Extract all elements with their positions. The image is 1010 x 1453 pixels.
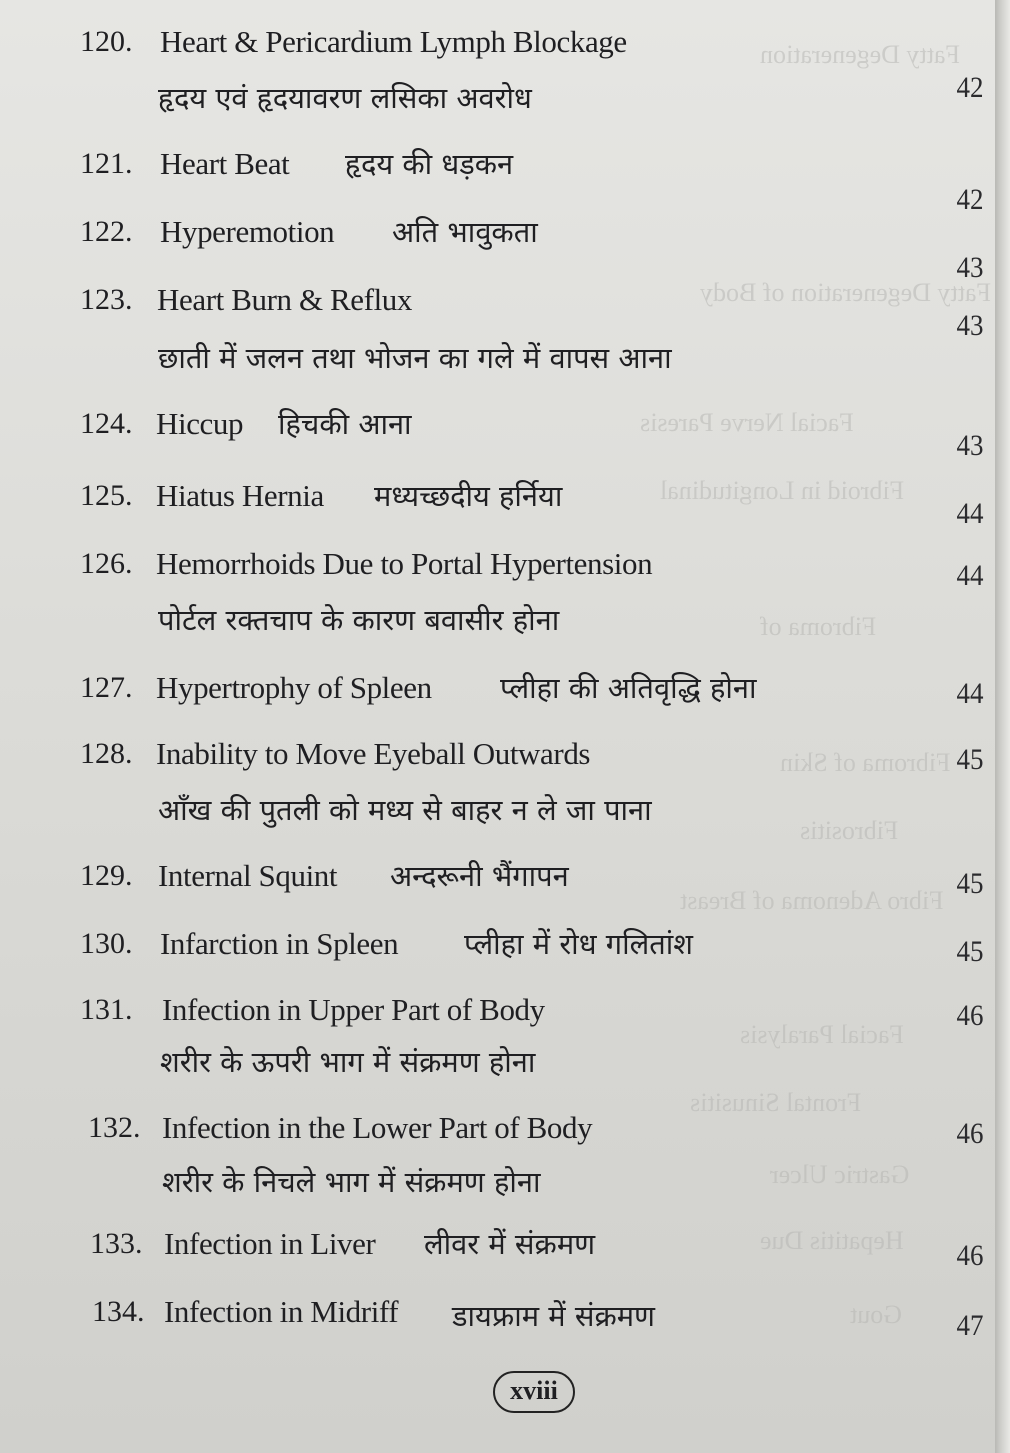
bleed-line: Gout xyxy=(850,1300,902,1329)
entry-number: 133. xyxy=(90,1227,143,1260)
entry-hindi: आँख की पुतली को मध्य से बाहर न ले जा पाना xyxy=(158,793,652,827)
entry-number: 126. xyxy=(80,547,133,580)
entry-number: 134. xyxy=(92,1295,145,1328)
bleed-line: Facial Nerve Paresis xyxy=(640,408,854,437)
entry-hindi: लीवर में संक्रमण xyxy=(424,1227,596,1261)
bleed-line: Fibrositis xyxy=(800,816,899,845)
entry-number: 122. xyxy=(80,215,133,248)
entry-page: 42 xyxy=(956,70,984,104)
entry-title: Hiccup xyxy=(156,406,244,441)
entry-title: Hyperemotion xyxy=(160,214,335,249)
entry-title: Inability to Move Eyeball Outwards xyxy=(156,736,591,771)
entry-hindi: अति भावुकता xyxy=(392,215,538,249)
entry-number: 124. xyxy=(80,407,133,440)
entry-hindi: पोर्टल रक्तचाप के कारण बवासीर होना xyxy=(158,603,560,637)
entry-title: Heart Beat xyxy=(160,146,290,181)
entry-title: Heart Burn & Reflux xyxy=(157,282,412,317)
bleed-line: Fatty Degeneration of Body xyxy=(700,278,991,307)
entry-number: 123. xyxy=(80,283,133,316)
page-edge xyxy=(995,0,1010,1453)
entry-hindi: प्लीहा की अतिवृद्धि होना xyxy=(500,671,757,705)
entry-page: 46 xyxy=(956,1238,984,1272)
entry-title: Infection in the Lower Part of Body xyxy=(162,1110,593,1145)
entry-number: 132. xyxy=(88,1111,141,1144)
entry-page: 42 xyxy=(956,182,984,216)
bleed-line: Hepatitis Due xyxy=(760,1226,904,1255)
entry-hindi: मध्यच्छदीय हर्निया xyxy=(374,479,563,513)
entry-page: 43 xyxy=(956,308,984,342)
entry-page: 45 xyxy=(956,934,984,968)
bleed-line: Facial Paralysis xyxy=(740,1020,904,1049)
entry-number: 131. xyxy=(80,993,133,1026)
bleed-line: Fibro Adenoma of Breast xyxy=(680,886,944,915)
entry-page: 43 xyxy=(956,428,984,462)
entry-hindi: हिचकी आना xyxy=(278,407,412,441)
entry-page: 45 xyxy=(956,742,984,776)
entry-page: 46 xyxy=(956,1116,984,1150)
entry-title: Infection in Midriff xyxy=(164,1294,399,1329)
bleed-line: Frontal Sinusitis xyxy=(690,1088,862,1117)
page-number-footer: xviii xyxy=(493,1371,575,1413)
entry-page: 45 xyxy=(956,866,984,900)
bleed-line: Gastric Ulcer xyxy=(770,1160,910,1189)
entry-title: Infection in Upper Part of Body xyxy=(162,992,545,1027)
bleed-line: Fibroid in Longitudinal xyxy=(660,476,905,505)
entry-number: 121. xyxy=(80,147,133,180)
entry-title: Hypertrophy of Spleen xyxy=(156,670,432,705)
entry-number: 128. xyxy=(80,737,133,770)
entry-number: 125. xyxy=(80,479,133,512)
bleed-line: Fibroma of xyxy=(760,612,877,641)
entry-title: Internal Squint xyxy=(158,858,338,893)
entry-page: 44 xyxy=(956,558,984,592)
entry-hindi: डायफ्राम में संक्रमण xyxy=(452,1299,656,1333)
entry-page: 44 xyxy=(956,676,984,710)
entry-number: 120. xyxy=(80,25,133,58)
entry-hindi: हृदय एवं हृदयावरण लसिका अवरोध xyxy=(158,81,532,115)
entry-number: 129. xyxy=(80,859,133,892)
entry-page: 43 xyxy=(956,250,984,284)
entry-number: 127. xyxy=(80,671,133,704)
entry-title: Hiatus Hernia xyxy=(156,478,324,513)
entry-hindi: छाती में जलन तथा भोजन का गले में वापस आना xyxy=(158,341,672,375)
entry-hindi: अन्दरूनी भैंगापन xyxy=(390,859,569,893)
entry-page: 44 xyxy=(956,496,984,530)
entry-number: 130. xyxy=(80,927,133,960)
entry-title: Hemorrhoids Due to Portal Hypertension xyxy=(156,546,653,581)
bleed-line: Fibroma of Skin xyxy=(780,748,951,777)
entry-hindi: शरीर के ऊपरी भाग में संक्रमण होना xyxy=(160,1045,536,1079)
entry-title: Infarction in Spleen xyxy=(160,926,399,961)
bleed-line: Fatty Degeneration xyxy=(760,40,960,69)
entry-page: 46 xyxy=(956,998,984,1032)
entry-hindi: शरीर के निचले भाग में संक्रमण होना xyxy=(162,1165,541,1199)
entry-page: 47 xyxy=(956,1308,984,1342)
entry-hindi: प्लीहा में रोध गलितांश xyxy=(464,927,694,961)
entry-hindi: हृदय की धड़कन xyxy=(345,147,514,181)
entry-title: Heart & Pericardium Lymph Blockage xyxy=(160,24,627,59)
entry-title: Infection in Liver xyxy=(164,1226,376,1261)
